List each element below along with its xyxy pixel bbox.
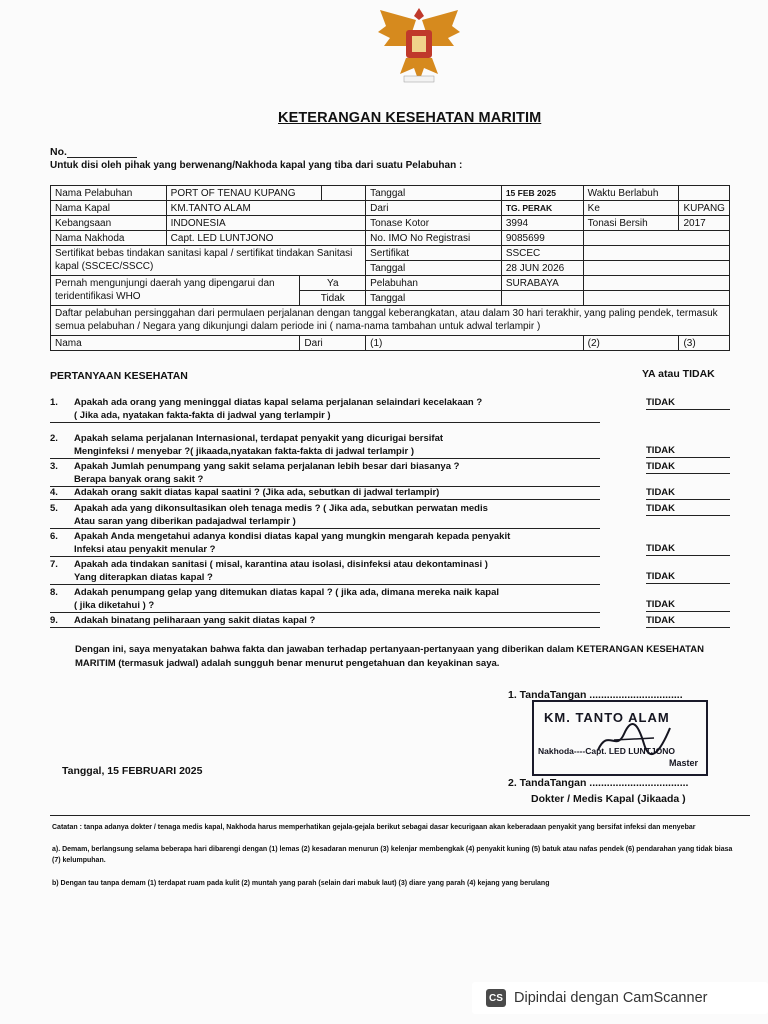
- question-item: [50, 502, 740, 528]
- question-text: Apakah ada orang yang meninggal diatas kapal selama perjalanan selaindari kecelakaan ? ( Jika ada, nyatakan fakta-fakta di jadwal yang terlampir ): [74, 397, 483, 421]
- label-tanggal-sertifikat: Tanggal: [366, 261, 502, 276]
- camscanner-watermark: [472, 982, 768, 1014]
- blank-cell: [583, 231, 729, 246]
- note-b: b) Dengan tau tanpa demam (1) terdapat ruam pada kulit (2) muntah yang parah (selain dari mabuk laut) (3) diare yang parah (4) kejang yang berulang: [52, 880, 550, 887]
- document-number-field: [67, 148, 137, 158]
- ship-stamp: [532, 700, 708, 776]
- question-number: 2.: [50, 433, 58, 444]
- question-answer: TIDAK: [646, 571, 676, 582]
- table-row: [51, 231, 730, 246]
- question-number: 3.: [50, 461, 58, 472]
- question-number: 4.: [50, 487, 58, 498]
- answer-underline: [646, 627, 730, 628]
- question-underline: [50, 528, 600, 529]
- question-text: Apakah ada yang dikonsultasikan oleh tenaga medis ? ( Jika ada, sebutkan perwatan medis Atau saran yang diberikan padajadwal terlampir ): [74, 503, 488, 527]
- value-waktu-berlabuh: [679, 186, 730, 201]
- question-underline: [50, 584, 600, 585]
- blank-cell: [322, 186, 366, 201]
- stamp-ship-name: KM. TANTO ALAM: [544, 710, 670, 725]
- answer-underline: [646, 555, 730, 556]
- label-sertifikat-sanitasi: Sertifikat bebas tindakan sanitasi kapal / sertifikat tindakan Sanitasi kapal (SSCEC/SSCC): [51, 246, 366, 276]
- question-number: 6.: [50, 531, 58, 542]
- question-underline: [50, 499, 600, 500]
- question-item: [50, 460, 740, 486]
- label-dari: Dari: [366, 201, 502, 216]
- question-text: Adakah penumpang gelap yang ditemukan diatas kapal ? ( jika ada, dimana mereka naik kapal ( jika diketahui ) ?: [74, 587, 500, 611]
- blank-cell: [583, 291, 729, 306]
- question-item: [50, 486, 740, 499]
- question-text: Apakah Anda mengetahui adanya kondisi diatas kapal yang mungkin mengarah kepada penyakit Infeksi atau penyakit menular ?: [74, 531, 511, 555]
- label-tonase-kotor: Tonase Kotor: [366, 216, 502, 231]
- question-text: Apakah selama perjalanan Internasional, terdapat penyakit yang dicurigai bersifat Menginfeksi / menyebar ?( jikaada,nyatakan fakta-fakta di jadwal terlampir ): [74, 433, 444, 457]
- value-tanggal-kunjungan: [501, 291, 583, 306]
- label-nama-nakhoda: Nama Nakhoda: [51, 231, 167, 246]
- question-number: 9.: [50, 615, 58, 626]
- value-nama-nakhoda: Capt. LED LUNTJONO: [166, 231, 365, 246]
- value-imo: 9085699: [501, 231, 583, 246]
- question-underline: [50, 627, 600, 628]
- signature-2-role: Dokter / Medis Kapal (Jikaada ): [531, 793, 686, 805]
- table-row: [51, 186, 730, 201]
- question-item: [50, 432, 740, 458]
- label-nama-kapal: Nama Kapal: [51, 201, 167, 216]
- question-text: Adakah orang sakit diatas kapal saatini ? (Jika ada, sebutkan di jadwal terlampir): [74, 487, 440, 498]
- answer-underline: [646, 473, 730, 474]
- value-nama-pelabuhan: PORT OF TENAU KUPANG: [166, 186, 322, 201]
- answer-heading: YA atau TIDAK: [642, 368, 715, 380]
- value-ke: KUPANG: [679, 201, 730, 216]
- label-kunjungan-who: Pernah mengunjungi daerah yang dipengarui dan teridentifikasi WHO: [51, 276, 300, 306]
- document-number-label: No.: [50, 146, 67, 158]
- question-answer: TIDAK: [646, 445, 676, 456]
- label-tonasi-bersih: Tonasi Bersih: [583, 216, 679, 231]
- port-col-3: (3): [679, 336, 730, 351]
- blank-cell: [583, 261, 729, 276]
- answer-underline: [646, 611, 730, 612]
- port-col-2: (2): [583, 336, 679, 351]
- label-dari-port: Dari: [300, 336, 366, 351]
- question-underline: [50, 612, 600, 613]
- answer-underline: [646, 583, 730, 584]
- value-tanggal-sertifikat: 28 JUN 2026: [501, 261, 583, 276]
- question-answer: TIDAK: [646, 461, 676, 472]
- label-tanggal-kunjungan: Tanggal: [366, 291, 502, 306]
- blank-cell: [583, 276, 729, 291]
- question-answer: TIDAK: [646, 543, 676, 554]
- label-kebangsaan: Kebangsaan: [51, 216, 167, 231]
- label-waktu-berlabuh: Waktu Berlabuh: [583, 186, 679, 201]
- table-row: [51, 216, 730, 231]
- value-tanggal: 15 FEB 2025: [501, 186, 583, 201]
- value-tonasi-bersih: 2017: [679, 216, 730, 231]
- answer-underline: [646, 499, 730, 500]
- question-number: 8.: [50, 587, 58, 598]
- stamp-captain-name: Nakhoda----Capt. LED LUNTJONO: [538, 746, 675, 756]
- questions-heading: PERTANYAAN KESEHATAN: [50, 370, 188, 382]
- question-underline: [50, 458, 600, 459]
- camscanner-text: Dipindai dengan CamScanner: [514, 990, 708, 1006]
- value-sertifikat: SSCEC: [501, 246, 583, 261]
- label-imo: No. IMO No Registrasi: [366, 231, 502, 246]
- question-answer: TIDAK: [646, 599, 676, 610]
- note-a: a). Demam, berlangsung selama beberapa hari dibarengi dengan (1) lemas (2) kesadaran menurun (3) kelenjar membengkak (4) penyakit kuning (5) batuk atau nafas pendek (6) pendarahan yang tidak biasa (7) kelumpuhan.: [52, 846, 733, 864]
- question-number: 5.: [50, 503, 58, 514]
- question-underline: [50, 556, 600, 557]
- camscanner-icon: CS: [486, 989, 506, 1007]
- value-dari: TG. PERAK: [501, 201, 583, 216]
- declaration-statement: Dengan ini, saya menyatakan bahwa fakta dan jawaban terhadap pertanyaan-pertanyaan yang diberikan dalam KETERANGAN KESEHATAN MARITIM (termasuk jadwal) adalah sungguh benar menurut pengetahuan dan keyakinan saya.: [75, 644, 704, 669]
- option-tidak: Tidak: [300, 291, 366, 306]
- document-number-row: [50, 146, 137, 158]
- table-row: [51, 336, 730, 351]
- question-number: 7.: [50, 559, 58, 570]
- ports-visited-text: Daftar pelabuhan persinggahan dari permulaen perjalanan dengan tanggal keberangkatan, atau dalam 30 hari terakhir, yang paling pendek, termasuk semua pelabuhan / Negara yang dikunjungi dalam periode ini ( nama-nama tambahan untuk adwal terlampir ): [51, 306, 730, 336]
- table-row: [51, 201, 730, 216]
- question-answer: TIDAK: [646, 503, 676, 514]
- answer-underline: [646, 515, 730, 516]
- question-item: [50, 396, 740, 422]
- table-row: [51, 306, 730, 336]
- signature-1-line: 1. TandaTangan ................................: [508, 689, 683, 701]
- table-row: [51, 246, 730, 261]
- stamp-role: Master: [668, 758, 698, 768]
- question-underline: [50, 422, 600, 423]
- label-nama-pelabuhan: Nama Pelabuhan: [51, 186, 167, 201]
- question-answer: TIDAK: [646, 487, 676, 498]
- port-info-table: [50, 185, 730, 351]
- signature-2-line: 2. TandaTangan ..................................: [508, 777, 689, 789]
- question-answer: TIDAK: [646, 397, 676, 408]
- question-text: Apakah Jumlah penumpang yang sakit selama perjalanan lebih besar dari biasanya ? Berapa banyak orang sakit ?: [74, 461, 460, 485]
- question-item: [50, 614, 740, 627]
- question-number: 1.: [50, 397, 58, 408]
- label-nama: Nama: [51, 336, 300, 351]
- page-title: KETERANGAN KESEHATAN MARITIM: [278, 110, 542, 126]
- intro-text: Untuk disi oleh pihak yang berwenang/Nakhoda kapal yang tiba dari suatu Pelabuhan :: [50, 160, 463, 171]
- label-sertifikat: Sertifikat: [366, 246, 502, 261]
- answer-underline: [646, 409, 730, 410]
- label-tanggal: Tanggal: [366, 186, 502, 201]
- table-row: [51, 276, 730, 291]
- question-item: [50, 558, 740, 584]
- document-date: Tanggal, 15 FEBRUARI 2025: [62, 765, 203, 777]
- answer-underline: [646, 457, 730, 458]
- label-ke: Ke: [583, 201, 679, 216]
- question-item: [50, 530, 740, 556]
- garuda-emblem-icon: [376, 2, 462, 88]
- value-tonase-kotor: 3994: [501, 216, 583, 231]
- label-pelabuhan: Pelabuhan: [366, 276, 502, 291]
- option-ya: Ya: [300, 276, 366, 291]
- question-item: [50, 586, 740, 612]
- question-text: Apakah ada tindakan sanitasi ( misal, karantina atau isolasi, disinfeksi atau dekontaminasi ) Yang diterapkan diatas kapal ?: [74, 559, 488, 583]
- port-col-1: (1): [366, 336, 584, 351]
- value-kebangsaan: INDONESIA: [166, 216, 365, 231]
- blank-cell: [583, 246, 729, 261]
- value-pelabuhan: SURABAYA: [501, 276, 583, 291]
- question-answer: TIDAK: [646, 615, 676, 626]
- note-catatan: Catatan : tanpa adanya dokter / tenaga medis kapal, Nakhoda harus memperhatikan gejala-gejala berikut sebagai dasar kecurigaan akan keberadaan penyakit yang bersifat infeksi dan menyebar: [52, 824, 696, 831]
- value-nama-kapal: KM.TANTO ALAM: [166, 201, 365, 216]
- divider: [50, 815, 750, 816]
- question-text: Adakah binatang peliharaan yang sakit diatas kapal ?: [74, 615, 316, 626]
